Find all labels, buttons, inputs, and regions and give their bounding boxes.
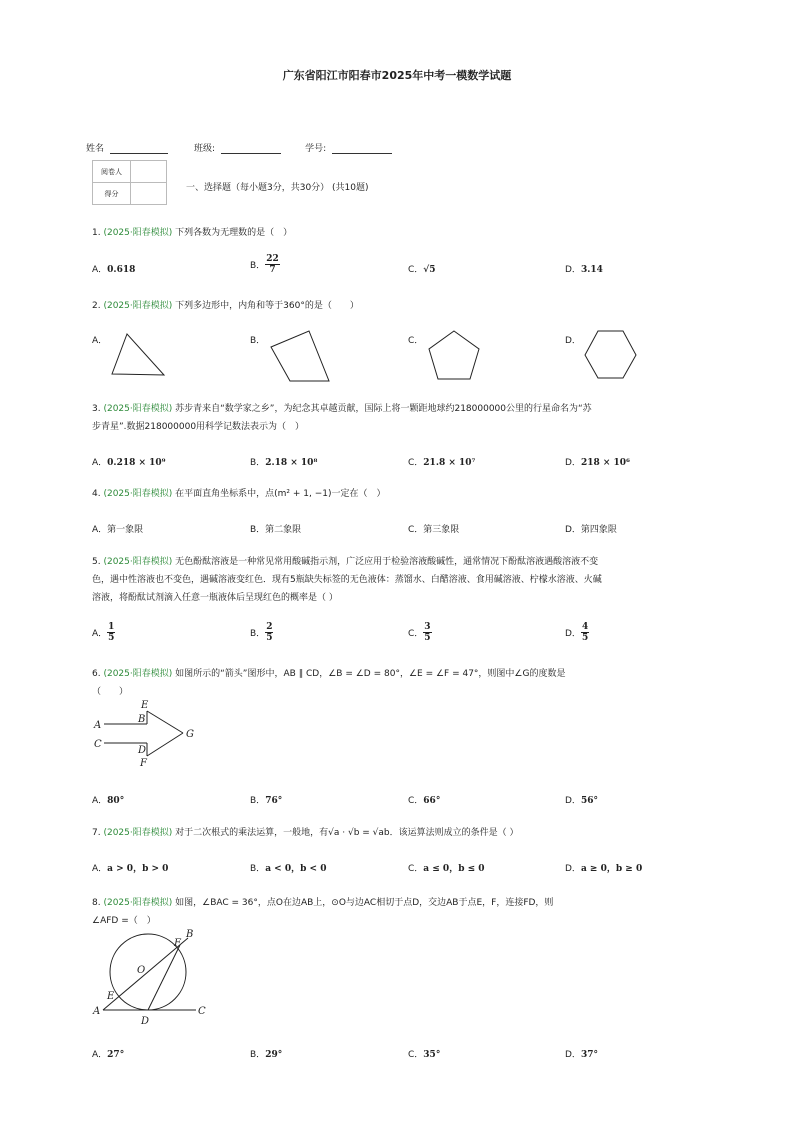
q8-option-b[interactable] (250, 1047, 282, 1060)
score-label: 得分 (93, 183, 131, 205)
q8-a-value: 27° (107, 1050, 125, 1060)
q5-b-label: B． (250, 629, 266, 639)
q7-a-value: a > 0，b > 0 (107, 864, 169, 874)
q5-text: 无色酚酞溶液是一种常见常用酸碱指示剂，广泛应用于检验溶液酸碱性，通常情况下酚酞溶液遇酸溶液不变 (175, 557, 599, 567)
q2-d-label: D． (565, 336, 581, 346)
q5-d-denominator: 5 (581, 633, 589, 643)
q7-c-label: C． (408, 864, 424, 874)
class-label: 班级: (194, 144, 216, 154)
q5-d-label: D． (565, 629, 581, 639)
fig6-label-b: B (138, 714, 146, 725)
fig6-label-e: E (141, 700, 149, 711)
q3-b-value: 2.18 × 10⁸ (265, 458, 318, 468)
q3-text-2: 步青星”.数据218000000用科学记数法表示为（ ） (92, 422, 305, 432)
q4-text: 在平面直角坐标系中，点(m² + 1, −1)一定在（ ） (175, 489, 386, 499)
q7-d-label: D． (565, 864, 581, 874)
q2-tag: (2025·阳春模拟) (103, 301, 173, 311)
q8-c-label: C． (408, 1050, 424, 1060)
q6-text: 如图所示的“箭头”图形中，AB ∥ CD，∠B = ∠D = 80°，∠E = ∠F = 47°，则图中∠G的度数是 (175, 669, 566, 679)
q6-tag: (2025·阳春模拟) (103, 669, 173, 679)
q6-a-label: A． (92, 796, 108, 806)
q2-c-label: C． (408, 336, 424, 346)
q7-tag: (2025·阳春模拟) (103, 828, 173, 838)
q3-d-label: D． (565, 458, 581, 468)
section-heading: 一、选择题（每小题3分，共30分） (共10题) (186, 183, 369, 193)
q1-tag: (2025·阳春模拟) (103, 228, 173, 238)
q6-c-label: C． (408, 796, 424, 806)
q2-number: 2. (92, 301, 101, 311)
fig8-label-o: O (137, 965, 146, 976)
q2-a-label: A． (92, 336, 108, 346)
grader-label: 阅卷人 (93, 161, 131, 183)
q6-b-label: B． (250, 796, 266, 806)
q4-option-d[interactable]: D．第四象限 (565, 525, 617, 535)
fig8-label-b: B (186, 929, 194, 940)
q1-c-value: √5 (423, 265, 436, 275)
q4-option-c[interactable]: C．第三象限 (408, 525, 460, 535)
q5-c-label: C． (408, 629, 424, 639)
fig8-label-f: F (174, 938, 181, 949)
q1-d-value: 3.14 (580, 265, 603, 275)
q1-a-value: 0.618 (107, 265, 136, 275)
q2-text: 下列多边形中，内角和等于360°的是（ ） (175, 301, 359, 311)
q1-c-label: C． (408, 265, 424, 275)
q6-d-label: D． (565, 796, 581, 806)
q3-c-value: 21.8 × 10⁷ (423, 458, 476, 468)
q7-text: 对于二次根式的乘法运算，一般地，有√a · √b = √ab．该运算法则成立的条件是（ ） (175, 828, 519, 838)
q5-d-numerator: 4 (581, 622, 589, 632)
q8-a-label: A． (92, 1050, 108, 1060)
q3-text: 苏步青来自“数学家之乡”，为纪念其卓越贡献，国际上将一颗距地球约218000000公里的行星命名为“苏 (175, 404, 592, 414)
q3-c-label: C． (408, 458, 424, 468)
q6-d-value: 56° (580, 796, 598, 806)
fig6-label-g: G (186, 729, 194, 740)
q3-a-value: 0.218 × 10⁹ (107, 458, 166, 468)
q3-b-label: B． (250, 458, 266, 468)
exam-title: 广东省阳江市阳春市2025年中考一模数学试题 (282, 69, 512, 82)
q6-number: 6. (92, 669, 101, 679)
q5-number: 5. (92, 557, 101, 567)
q4-number: 4. (92, 489, 101, 499)
fig6-label-c: C (94, 739, 102, 750)
q3-number: 3. (92, 404, 101, 414)
q5-b-numerator: 2 (266, 622, 273, 632)
q8-number: 8. (92, 898, 101, 908)
fig8-label-e: E (107, 991, 115, 1002)
q1-text: 下列各数为无理数的是（ ） (175, 228, 293, 238)
fig6-label-a: A (94, 720, 102, 731)
fig6-label-f: F (140, 758, 147, 769)
q7-c-value: a ≤ 0，b ≤ 0 (423, 864, 485, 874)
q2-b-label: B． (250, 336, 266, 346)
q3-a-label: A． (92, 458, 108, 468)
fig8-label-a: A (93, 1006, 101, 1017)
fig8-label-d: D (141, 1016, 150, 1027)
q5-a-denominator: 5 (108, 633, 115, 643)
q1-d-label: D． (565, 265, 581, 275)
q5-c-denominator: 5 (424, 633, 431, 643)
q8-tag: (2025·阳春模拟) (103, 898, 173, 908)
q8-d-value: 37° (580, 1050, 598, 1060)
q7-a-label: A． (92, 864, 108, 874)
q7-b-label: B． (250, 864, 266, 874)
q8-c-value: 35° (423, 1050, 441, 1060)
q3-tag: (2025·阳春模拟) (103, 404, 173, 414)
q5-text-2: 色，遇中性溶液也不变色，遇碱溶液变红色．现有5瓶缺失标签的无色液体：蒸馏水、白醋溶液、食用碱溶液、柠檬水溶液、火碱 (92, 575, 602, 585)
q5-b-denominator: 5 (266, 633, 273, 643)
q3-d-value: 218 × 10⁶ (580, 458, 630, 468)
q8-b-label: B． (250, 1050, 266, 1060)
q4-option-a[interactable]: A．第一象限 (92, 525, 144, 535)
q8-b-value: 29° (265, 1050, 283, 1060)
q8-text: 如图，∠BAC = 36°，点O在边AB上，⊙O与边AC相切于点D，交边AB于点E，F，连接FD，则 (175, 898, 554, 908)
name-label: 姓名 (86, 144, 105, 154)
q8-d-label: D． (565, 1050, 581, 1060)
q1-b-denominator: 7 (269, 265, 276, 275)
q7-number: 7. (92, 828, 101, 838)
fig8-label-c: C (198, 1006, 206, 1017)
q7-d-value: a ≥ 0，b ≥ 0 (580, 864, 643, 874)
q5-tag: (2025·阳春模拟) (103, 557, 173, 567)
q6-b-value: 76° (265, 796, 283, 806)
q1-b-label: B． (250, 261, 266, 271)
q5-text-3: 溶液，将酚酞试剂滴入任意一瓶液体后呈现红色的概率是（ ） (92, 593, 338, 603)
q4-option-b[interactable]: B．第二象限 (250, 525, 302, 535)
q8-text-2: ∠AFD =（ ） (92, 916, 156, 926)
q6-a-value: 80° (107, 796, 125, 806)
q5-a-label: A． (92, 629, 108, 639)
q7-b-value: a < 0，b < 0 (265, 864, 327, 874)
q5-c-numerator: 3 (424, 622, 431, 632)
q1-number: 1. (92, 228, 101, 238)
q8-option-d[interactable] (565, 1047, 598, 1060)
fig6-label-d: D (138, 745, 147, 756)
q8-option-a[interactable] (92, 1047, 124, 1060)
q6-text-2: （ ） (92, 687, 129, 697)
q8-option-c[interactable] (408, 1047, 440, 1060)
q5-a-numerator: 1 (108, 622, 115, 632)
q1-a-label: A． (92, 265, 108, 275)
id-label: 学号: (305, 144, 327, 154)
q1-b-numerator: 22 (266, 254, 279, 264)
q6-c-value: 66° (423, 796, 441, 806)
q4-tag: (2025·阳春模拟) (103, 489, 173, 499)
